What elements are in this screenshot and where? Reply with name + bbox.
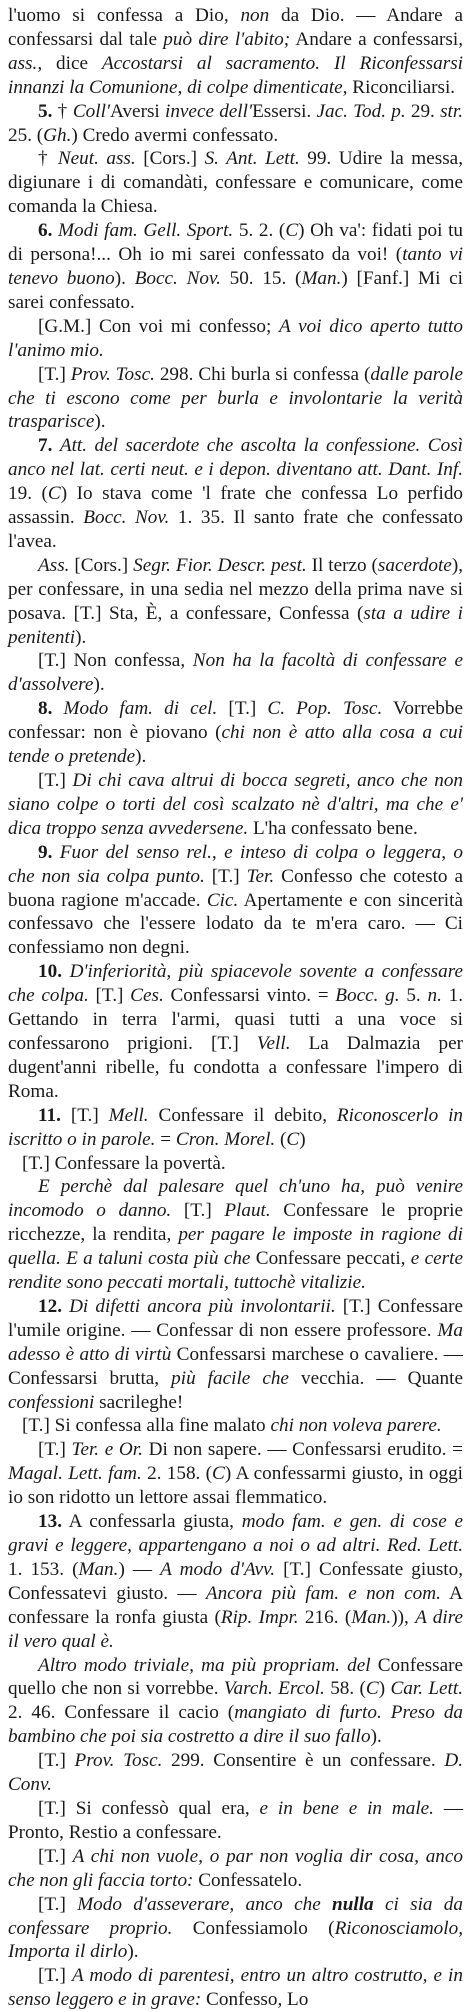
sense-5-neut: † Neut. ass. [Cors.] S. Ant. Lett. 99. Udire la messa, digiunare i di comandàti, confessare e comunicare, come comanda la Chiesa. (8, 148, 463, 218)
sense-13-chinonvuole: [T.] A chi non vuole, o par non voglia dir cosa, anco che non gli faccia torto: Confessatelo. (8, 1845, 464, 1891)
sense-5: 5. † Coll'Aversi invece dell'Essersi. Jac. Tod. p. 29. str. 25. (Gh.) Credo avermi confessato. (8, 100, 463, 146)
sense-11-palesare: E perchè dal palesare quel ch'uno ha, può venire incomodo o danno. [T.] Plaut. Confessare le proprie ricchezze, la rendita, per pagare le imposte in ragione di quella. E a taluni costa più che Confessare peccati, e certe rendite sono peccati mortali, tuttochè vitalizie. (8, 1176, 463, 1294)
entry-continuation: l'uomo si confessa a Dio, non da Dio. — Andare a confessarsi dal tale può dire l'abito; Andare a confessarsi, ass., dice Accostarsi al sacramento. Il Riconfessarsi innanzi la Comunione, di colpe dimenticate, Riconciliarsi. (8, 5, 463, 98)
sense-12-erudito: [T.] Ter. e Or. Di non sapere. — Confessarsi erudito. = Magal. Lett. fam. 2. 158. (C) A confessarmi giusto, in oggi io son ridotto un lettore assai flemmatico. (8, 1439, 463, 1509)
sense-7-ass: Ass. [Cors.] Segr. Fior. Descr. pest. Il terzo (sacerdote), per confessare, in una sedia nel mezzo della prima nave si posava. [T.] Sta, È, a confessare, Confessa (sta a udire i penitenti). (8, 554, 463, 648)
sense-13-parentesi: [T.] A modo di parentesi, entro un altro costrutto, e in senso leggero e in grave: Confesso, Lo (8, 1965, 463, 2011)
sense-9: 9. Fuor del senso rel., e inteso di colpa o leggera, o che non sia colpa punto. [T.] Ter. Confesso che cotesto a buona ragione m'accade. Cic. Apertamente e con sincerità confessavo che l'essere lodato da te m'era caro. — Ci confessiamo non degni. (8, 841, 463, 959)
sense-6-gm: [G.M.] Con voi mi confesso; A voi dico aperto tutto l'animo mio. (8, 315, 463, 361)
sense-12-malato: [T.] Si confessa alla fine malato chi non voleva parere. (22, 1415, 442, 1437)
sense-11: 11. [T.] Mell. Confessare il debito, Riconoscerlo in iscritto o in parole. = Cron. Morel. (C) (8, 1104, 463, 1150)
sense-8-segreti: [T.] Di chi cava altrui di bocca segreti, anco che non siano colpe o torti del così scalzato nè d'altri, ma che e' dica troppo senza avvedersene. L'ha confessato bene. (8, 770, 464, 839)
sense-11-poverta: [T.] Confessare la povertà. (22, 1152, 226, 1174)
sense-13: 13. A confessarla giusta, modo fam. e gen. di cose e gravi e leggere, appartengano a noi o ad altri. Red. Lett. 1. 153. (Man.) — A modo d'Avv. [T.] Confessate giusto, Confessatevi giusto. — Ancora più fam. e non com. A confessare la ronfa giusta (Rip. Impr. 216. (Man.)), A dire il vero qual è. (8, 1511, 464, 1652)
sense-13-qualera: [T.] Si confessò qual era, e in bene e in male. — Pronto, Restio a confessare. (8, 1797, 464, 1843)
sense-7: 7. Att. del sacerdote che ascolta la confessione. Così anco nel lat. certi neut. e i depon. diventano att. Dant. Inf. 19. (C) Io stava come 'l frate che confessa Lo perfido assassin. Bocc. Nov. 1. 35. Il santo frate che confessato l'avea. (8, 435, 464, 552)
sense-13-triviale: Altro modo triviale, ma più propriam. del Confessare quello che non si vorrebbe. Varch. Ercol. 58. (C) Car. Lett. 2. 46. Confessare il cacio (mangiato di furto. Preso da bambino che poi sia costretto a dire il suo fallo). (8, 1654, 464, 1748)
sense-8: 8. Modo fam. di cel. [T.] C. Pop. Tosc. Vorrebbe confessar: non è piovano (chi non è atto alla cosa a cui tende o pretende). (8, 698, 463, 768)
sense-13-asseverare: [T.] Modo d'asseverare, anco che nulla ci sia da confessare proprio. Confessiamolo (Riconosciamolo, Importa il dirlo). (8, 1893, 463, 1963)
sense-13-prov: [T.] Prov. Tosc. 299. Consentire è un confessare. D. Conv. (8, 1750, 463, 1796)
sense-12: 12. Di difetti ancora più involontarii. [T.] Confessare l'umile origine. — Confessar di non essere professore. Ma adesso è atto di virtù Confessarsi marchese o cavaliere. — Confessarsi brutta, più facile che vecchia. — Quante confessioni sacrileghe! (8, 1295, 463, 1413)
sense-7-nonconfessa: [T.] Non confessa, Non ha la facoltà di confessare e d'assolvere). (8, 650, 463, 696)
sense-6: 6. Modi fam. Gell. Sport. 5. 2. (C) Oh va': fidati poi tu di persona!... Oh io mi sarei confessato da voi! (tanto vi tenevo buono). Bocc. Nov. 50. 15. (Man.) [Fanf.] Mi ci sarei confessato. (8, 220, 464, 313)
sense-10: 10. D'inferiorità, più spiacevole sovente a confessare che colpa. [T.] Ces. Confessarsi vinto. = Bocc. g. 5. n. 1. Gettando in terra l'armi, quasi tutti a una voce si confessarono prigioni. [T.] Vell. La Dalmazia per dugent'anni ribelle, fu condotta a confessare l'impero di Roma. (8, 961, 464, 1102)
sense-6-prov: [T.] Prov. Tosc. 298. Chi burla si confessa (dalle parole che ti escono come per burla e involontarie la verità trasparisce). (8, 363, 463, 433)
